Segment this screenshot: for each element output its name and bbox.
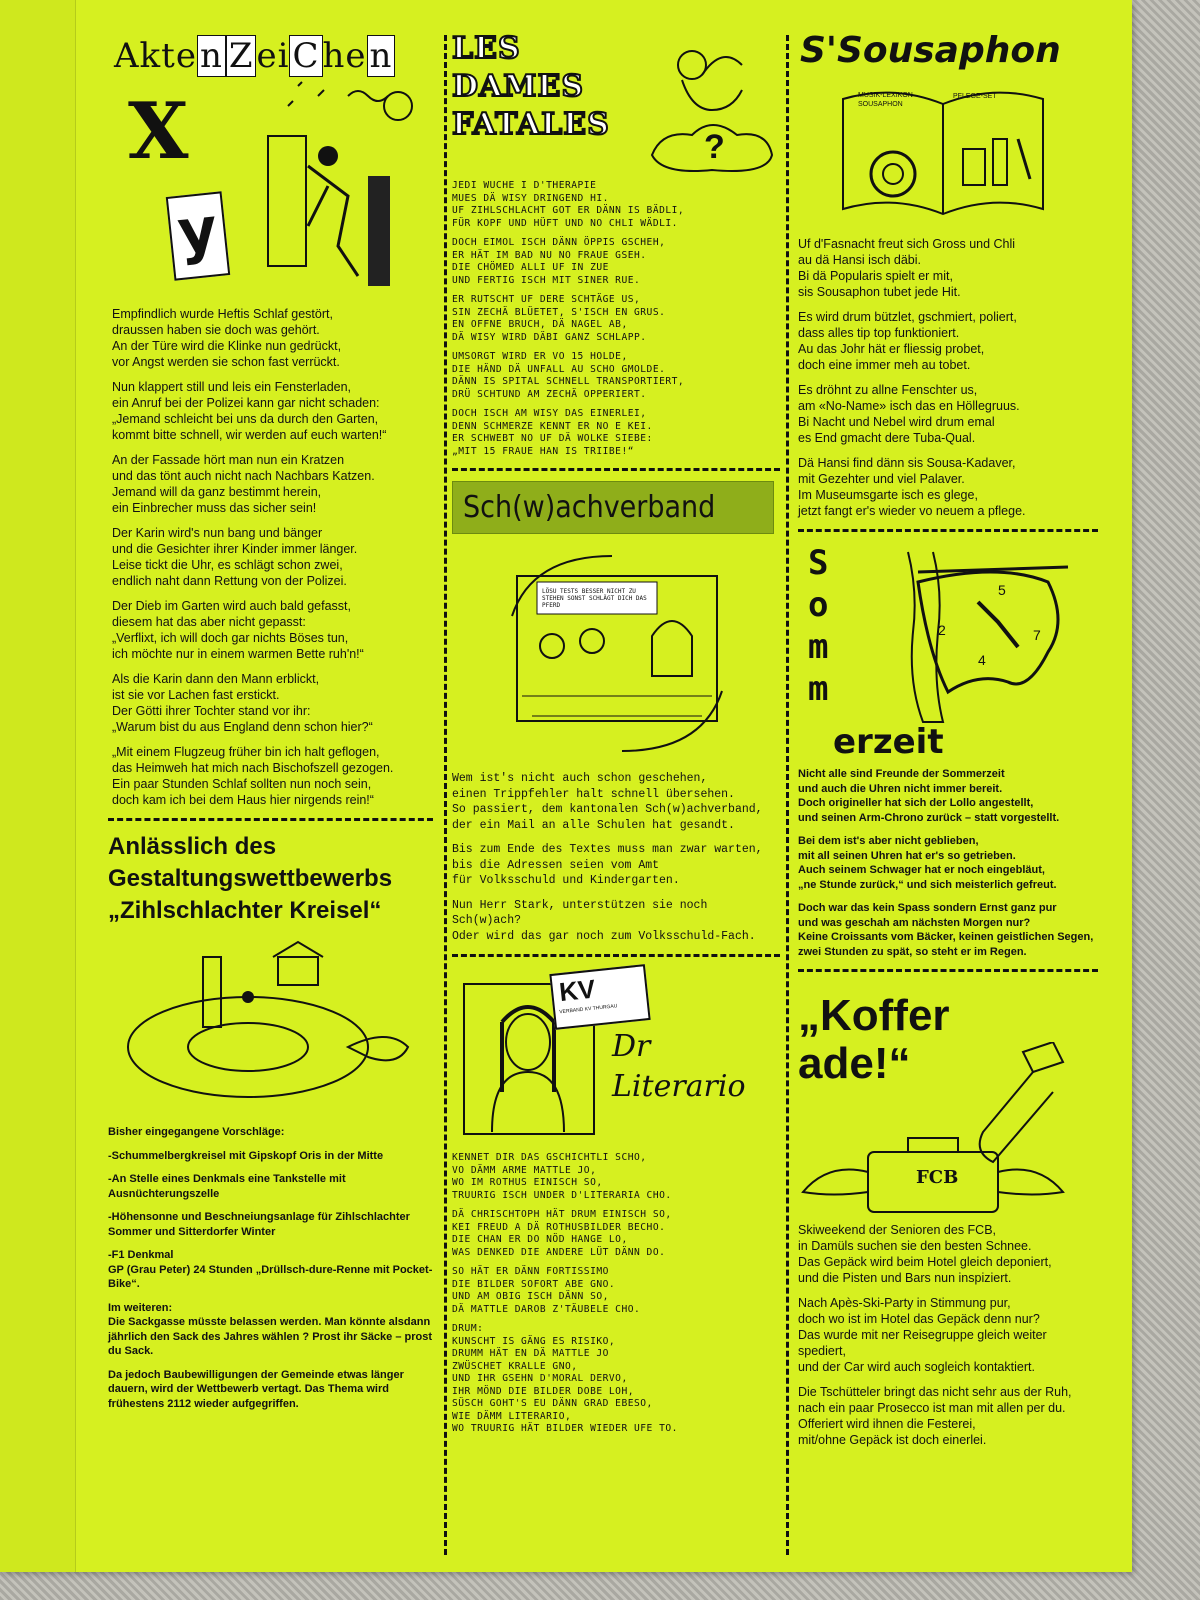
poem-stanza: Uf d'Fasnacht freut sich Gross und Chli au dä Hansi isch däbi. Bi dä Popularis spielt er mit, sis Sousaphon tubet jede Hit. — [798, 237, 1016, 299]
cartoon-caption: LÖSU TESTS BESSER NICHT ZU STEHEN SONST SCHLÄGT DICH DAS PFERD — [542, 588, 647, 609]
flying-suitcase-drawing — [798, 1042, 1088, 1222]
column-divider — [444, 35, 447, 1555]
poem-stanza: KENNET DIR DAS GSCHICHTLI SCHO, VO DÄMM ARME MATTLE JO, WO IM ROTHUS EINISCH SO, TRUURIG ISCH UNDER D'LITERARIA CHO. — [452, 1152, 672, 1201]
poem-stanza: Empfindlich wurde Heftis Schlaf gestört, draussen haben sie doch was gehört. An der Türe wird die Klinke nun gedrückt, vor Angst werden sie schon fast verrückt. — [112, 307, 342, 369]
dames-title: LES DAMES FATALES — [452, 31, 610, 142]
kv-logo-subtitle: VERBAND KV THURGAU — [559, 1003, 618, 1016]
clock-number: 5 — [998, 582, 1006, 598]
kv-logo — [549, 964, 650, 1030]
clock-number: 4 — [978, 652, 986, 668]
poem-stanza: Die Tschütteler bringt das nicht sehr aus der Ruh, nach ein paar Prosecco ist man mit allen per du. Offeriert wird ihnen die Festerei, mit/ohne Gepäck ist doch einerlei. — [798, 1385, 1072, 1447]
schwachverband-text — [452, 771, 780, 944]
poem-stanza: DÄ CHRISCHTOPH HÄT DRUM EINISCH SO, KEI FREUD A DÄ ROTHUSBILDER BECHO. DIE CHAN ER DO NÖD HANGE LO, WAS DENKED DIE ANDERE LÜT DÄNN DO. — [452, 1209, 672, 1258]
left-page-edge — [0, 0, 76, 1572]
kreisel-paragraph: Bisher eingegangene Vorschläge: — [108, 1126, 285, 1138]
column-2 — [452, 30, 780, 1443]
poem-stanza: Es wird drum bützlet, gschmiert, poliert, dass alles tip top funktioniert. Au das Johr hät er fliessig probet, doch eine immer meh au tobet. — [798, 310, 1017, 372]
kreisel-paragraph: Im weiteren: Die Sackgasse müsste belassen werden. Man könnte alsdann jährlich den Sack des Jahres wählen ? Prost ihr Säcke – prost du Sack. — [108, 1301, 433, 1357]
book-left-label: MUSIK-LEXIKON SOUSAPHON — [858, 92, 913, 108]
burglar-drawing — [258, 76, 428, 296]
poem-stanza: Dä Hansi find dänn sis Sousa-Kadaver, mit Gezehter und viel Palaver. Im Museumsgarte isch es glege, jetzt fangt er's wieder vo neuem a pflege. — [798, 456, 1026, 518]
sousaphon-title: S'Sousaphon — [800, 30, 1061, 71]
schwachverband-cartoon — [452, 546, 780, 761]
poem-stanza: DOCH ISCH AM WISY DAS EINERLEI, DENN SCHMERZE KENNT ER NO E KEI. ER SCHWEBT NO UF DÄ WOLKE SIEBE: „MIT 15 FRAUE HAN IS TRIIBE!“ — [452, 408, 653, 457]
roundabout-drawing — [108, 937, 428, 1117]
letter-x: X — [128, 86, 189, 177]
poem-stanza: An der Fassade hört man nun ein Kratzen und das tönt auch nicht nach Nachbars Katzen. Jemand will da ganz bestimmt herein, ein Einbrecher muss das sicher sein! — [112, 453, 375, 515]
poem-stanza: JEDI WUCHE I D'THERAPIE MUES DÄ WISY DRINGEND HI. UF ZIHLSCHLACHT GOT ER DÄNN IS BÄDLI, FÜR KOPF UND HÜFT UND NO CHLI WÄDLI. — [452, 180, 685, 229]
poem-stanza: Bei dem ist's aber nicht geblieben, mit all seinen Uhren hat er's so getrieben. Auch seinem Schwager hat er noch eingebläut, „ne Stunde zurück,“ und sich meisterlich gefreut. — [798, 835, 1057, 891]
poem-stanza: ER RUTSCHT UF DERE SCHTÄGE US, SIN ZECHÄ BLÜETET, S'ISCH EN GRUS. EN OFFNE BRUCH, DÄ NAGEL AB, DÄ WISY WIRD DÄBI GANZ SCHLAPP. — [452, 294, 666, 343]
poem-stanza: Es dröhnt zu allne Fenschter us, am «No-Name» isch das en Höllegruus. Bi Nacht und Nebel wird drum emal es End gmacht dere Tuba-Qual. — [798, 383, 1020, 445]
sommerzeit-header — [798, 542, 1098, 767]
poem-stanza: Der Dieb im Garten wird auch bald gefasst, diesem hat das aber nicht gepasst: „Verflixt, ich will doch gar nichts Böses tun, ich möchte nur in einem warmen Bette ruh'n!“ — [112, 599, 364, 661]
sousaphon-poem — [798, 236, 1098, 519]
kreisel-paragraph: -F1 Denkmal GP (Grau Peter) 24 Stunden „Drüllsch-dure-Renne mit Pocket-Bike“. — [108, 1249, 433, 1290]
sommerzeit-erzeit: erzeit — [833, 722, 944, 762]
poem-stanza: „Mit einem Flugzeug früher bin ich halt geflogen, das Heimweh hat mich nach Bischofszell gezogen. Ein paar Stunden Schlaf sollten nun noch sein, doch kam ich bei dem Haus hier nirgends rein!“ — [112, 745, 394, 807]
section-divider — [452, 954, 780, 957]
aktenzeichen-illustration — [108, 76, 433, 306]
poem-stanza: Wem ist's nicht auch schon geschehen, einen Trippfehler halt schnell übersehen. So passiert, dem kantonalen Sch(w)achverband, der ein Mail an alle Schulen hat gesandt. — [452, 772, 763, 832]
column-1 — [108, 30, 433, 1420]
poem-stanza: UMSORGT WIRD ER VO 15 HOLDE, DIE HÄND DÄ UNFALL AU SCHO GMOLDE. DÄNN IS SPITAL SCHNELL TRANSPORTIERT, DRÜ SCHTUND AM ZECHÄ OPPERIERT. — [452, 351, 685, 400]
poem-stanza: Nicht alle sind Freunde der Sommerzeit und auch die Uhren nicht immer bereit. Doch origineller hat sich der Lollo angestellt, und seinen Arm-Chrono zurück – statt vorgestellt. — [798, 768, 1060, 824]
kreisel-paragraph: -Schummelbergkreisel mit Gipskopf Oris in der Mitte — [108, 1149, 384, 1162]
schwachverband-title: Sch(w)achverband — [452, 481, 774, 534]
poem-stanza: Nach Apès-Ski-Party in Stimmung pur, doch wo ist im Hotel das Gepäck denn nur? Das wurde mit ner Reisegruppe gleich weiter spediert, und der Car wird auch sogleich kontaktiert. — [798, 1296, 1047, 1374]
poem-stanza: DRUM: KUNSCHT IS GÄNG ES RISIKO, DRUMM HÄT EN DÄ MATTLE JO ZWÜSCHET KRALLE GNO, UND IHR GSEHN D'MORAL DERVO, IHR MÖND DIE BILDER DOBE LOH, SÜSCH GOHT'S EU DÄNN GRAD EBESO, WIE DÄMM LITERARIO, WO TRUURIG HÄT BILDER WIEDER UFE TO. — [452, 1323, 678, 1434]
book-right-label: PFLEGE-SET — [953, 93, 997, 100]
koffer-poem — [798, 1222, 1098, 1448]
dames-header — [452, 30, 780, 180]
literario-poem — [452, 1152, 780, 1436]
kv-logo-text: KV — [557, 973, 597, 1008]
sommerzeit-poem — [798, 767, 1098, 959]
poem-stanza: Nun klappert still und leis ein Fensterladen, ein Anruf bei der Polizei kann gar nicht schaden: „Jemand schleicht bei uns da durch den Garten, kommt bitte schnell, wir werden auf euch warten!“ — [112, 380, 387, 442]
fcb-logo: FCB — [916, 1167, 959, 1188]
koffer-title: „Koffer ade!“ — [798, 991, 950, 1088]
literario-title: Dr Literario — [612, 1029, 746, 1104]
column-3 — [798, 30, 1098, 1457]
column-divider — [786, 35, 789, 1555]
poem-stanza: Skiweekend der Senioren des FCB, in Damüls suchen sie den besten Schnee. Das Gepäck wird beim Hotel gleich deponiert, und die Pisten und Bars nun inspiziert. — [798, 1223, 1052, 1285]
classroom-cartoon — [492, 546, 742, 761]
koffer-header — [798, 982, 1098, 1222]
kreisel-paragraph: -Höhensonne und Beschneiungsanlage für Zihlschlachter Sommer und Sitterdorfer Winter — [108, 1211, 410, 1238]
carpet-background-bottom — [0, 1570, 1200, 1600]
poem-stanza: Nun Herr Stark, unterstützen sie noch Sch(w)ach? Oder wird das gar noch zum Volksschuld-Fach. — [452, 898, 756, 943]
clock-number: 7 — [1033, 627, 1041, 643]
kreisel-paragraph: -An Stelle eines Denkmals eine Tankstelle mit Ausnüchterungszelle — [108, 1173, 346, 1200]
poem-stanza: DOCH EIMOL ISCH DÄNN ÖPPIS GSCHEH, ER HÄT IM BAD NU NO FRAUE GSEH. DIE CHÖMED ALLI UF IN ZUE UND FERTIG ISCH MIT SINER RUE. — [452, 237, 666, 286]
sousaphon-illustration — [798, 71, 1098, 236]
sommerzeit-vertical-letters: S o m m — [808, 543, 829, 709]
melting-clock-drawing — [878, 542, 1088, 732]
carpet-background — [1120, 0, 1200, 1600]
letter-y: y — [166, 191, 230, 280]
poem-stanza: Als die Karin dann den Mann erblickt, ist sie vor Lachen fast erstickt. Der Götti ihrer Tochter stand vor ihr: „Warum bist du aus England denn schon hier?“ — [112, 672, 373, 734]
aktenzeichen-title: Akten ZeiChen — [114, 36, 433, 76]
aktenzeichen-poem — [108, 306, 433, 808]
poem-stanza: SO HÄT ER DÄNN FORTISSIMO DIE BILDER SOFORT ABE GNO. UND AM OBIG ISCH DÄNN SO, DÄ MATTLE DAROB Z'TÄUBELE CHO. — [452, 1266, 641, 1315]
section-divider — [452, 468, 780, 471]
section-divider — [798, 529, 1098, 532]
poem-stanza: Bis zum Ende des Textes muss man zwar warten, bis die Adressen seien vom Amt für Volksschuld und Kindergarten. — [452, 843, 763, 887]
section-divider — [798, 969, 1098, 972]
poem-stanza: Der Karin wird's nun bang und bänger und die Gesichter ihrer Kinder immer länger. Leise tickt die Uhr, es schlägt schon zwei, endlich naht dann Rettung von der Polizei. — [112, 526, 358, 588]
section-divider — [108, 818, 433, 821]
kreisel-title: Anlässlich des Gestaltungswettbewerbs „Zihlschlachter Kreisel“ — [108, 833, 393, 924]
question-mark: ? — [704, 128, 725, 166]
clock-number: 2 — [938, 622, 946, 638]
kreisel-text — [108, 1125, 433, 1411]
poem-stanza: Doch war das kein Spass sondern Ernst ganz pur und was geschah am nächsten Morgen nur? Keine Croissants vom Bäcker, keinen geistlichen Segen, zwei Stunden zu spät, so steht er im Regen. — [798, 902, 1094, 958]
dames-poem — [452, 180, 780, 458]
kreisel-paragraph: Da jedoch Baubewilligungen der Gemeinde etwas länger dauern, wird der Wettbewerb vertagt. Das Thema wird frühestens 2112 wieder aufgegriffen. — [108, 1368, 404, 1410]
literario-header — [452, 967, 780, 1152]
